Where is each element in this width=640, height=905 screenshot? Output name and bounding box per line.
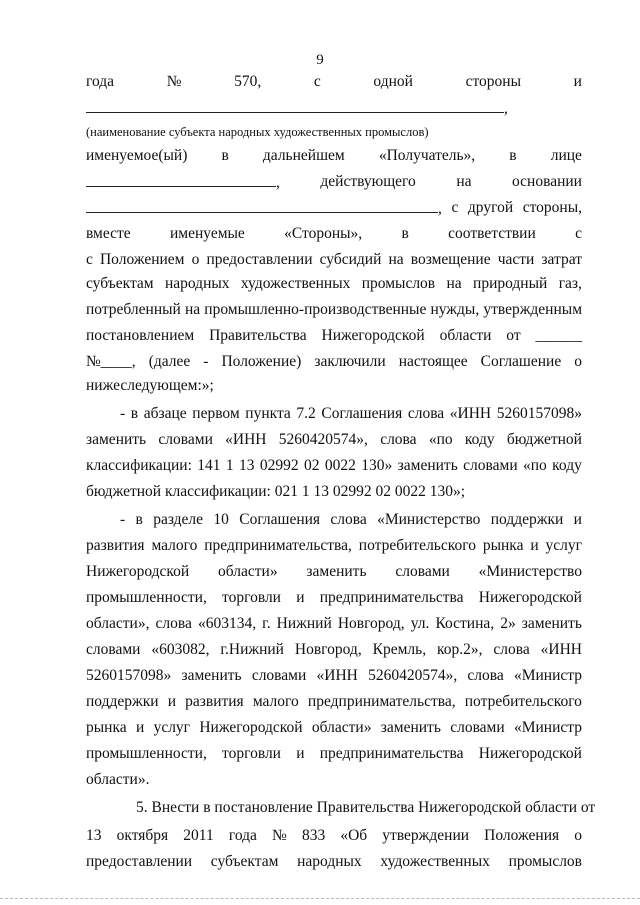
word: «603134, bbox=[197, 615, 257, 632]
word: области bbox=[439, 327, 492, 344]
word: с bbox=[575, 225, 582, 242]
word: художественных bbox=[380, 853, 490, 870]
word: утвержденным bbox=[483, 301, 582, 318]
word: субъектам bbox=[86, 275, 154, 292]
word: с bbox=[313, 73, 321, 90]
word: с bbox=[451, 199, 459, 216]
word: малого bbox=[151, 537, 198, 554]
word: соответствии bbox=[448, 225, 536, 242]
word: Нижегородской bbox=[478, 745, 582, 762]
word: торговли bbox=[222, 589, 281, 606]
word: действующего bbox=[320, 173, 416, 190]
word: предпринимательства, bbox=[307, 693, 456, 710]
word: 0022 bbox=[324, 457, 356, 474]
text-line bbox=[86, 352, 582, 372]
word: промышленности, bbox=[86, 745, 207, 762]
word: части bbox=[497, 251, 535, 268]
text-line bbox=[86, 562, 582, 582]
word: 5260157098» bbox=[86, 667, 172, 684]
word: настоящее bbox=[398, 353, 468, 370]
text-line bbox=[86, 852, 582, 872]
word: в bbox=[509, 147, 517, 164]
word: 5260157098» bbox=[496, 405, 582, 422]
word: «603082, bbox=[151, 641, 210, 658]
word: субъектам bbox=[210, 853, 279, 870]
word: г. bbox=[262, 615, 271, 632]
word: 2» bbox=[500, 615, 516, 632]
word: Положение) bbox=[221, 353, 302, 370]
word: развития bbox=[185, 693, 244, 710]
word: слова bbox=[407, 405, 445, 422]
word: промышленности, bbox=[86, 589, 207, 606]
text-line bbox=[86, 224, 582, 244]
word: возмещение bbox=[410, 251, 491, 268]
word: Нижегородской bbox=[321, 327, 425, 344]
word: 7.2 bbox=[296, 405, 316, 422]
word: о bbox=[574, 353, 582, 370]
word: № bbox=[272, 827, 287, 844]
word: субсидий bbox=[319, 251, 382, 268]
text-line bbox=[86, 536, 582, 556]
word: именуемое(ый) bbox=[86, 147, 188, 164]
text-line bbox=[86, 326, 582, 346]
word: Нижегородской bbox=[86, 563, 190, 580]
fill-in-blank bbox=[86, 98, 508, 119]
word: 833 bbox=[301, 827, 326, 844]
word: рынка bbox=[86, 719, 127, 736]
word: Положения bbox=[484, 827, 560, 844]
word: № bbox=[166, 73, 182, 90]
text-line bbox=[86, 744, 582, 764]
word: «Об bbox=[340, 827, 368, 844]
word: предпринимательства bbox=[319, 589, 464, 606]
word: словами bbox=[450, 719, 505, 736]
word: Положением bbox=[99, 251, 185, 268]
word: потребительского bbox=[464, 693, 582, 710]
text-line bbox=[86, 456, 582, 476]
word: художественных bbox=[240, 275, 351, 292]
word: «ИНН bbox=[449, 405, 492, 422]
word: народных bbox=[164, 275, 230, 292]
word: словами bbox=[86, 641, 141, 658]
word: и bbox=[167, 693, 176, 710]
word: - bbox=[120, 405, 126, 422]
page-bottom-edge bbox=[0, 898, 640, 899]
word: о bbox=[574, 827, 582, 844]
word: 1 bbox=[225, 457, 234, 474]
word: слова bbox=[467, 667, 504, 684]
word: «ИНН bbox=[225, 431, 267, 448]
word: области», bbox=[86, 615, 150, 632]
word: 5260420574», bbox=[368, 667, 458, 684]
word: «Стороны», bbox=[284, 225, 363, 242]
word: словами bbox=[395, 563, 450, 580]
word: малого bbox=[252, 693, 299, 710]
word: абзаце bbox=[143, 405, 187, 422]
word: коду bbox=[552, 457, 582, 474]
word: о bbox=[191, 251, 200, 268]
page-number: 9 bbox=[316, 52, 324, 68]
text-line bbox=[86, 826, 582, 846]
text-line bbox=[86, 274, 582, 294]
word: вместе bbox=[86, 225, 131, 242]
blank-underline bbox=[86, 172, 276, 187]
word: заменить bbox=[306, 563, 367, 580]
text-line bbox=[86, 666, 582, 686]
word: в bbox=[130, 405, 139, 422]
word: 570, bbox=[234, 73, 262, 90]
word: Кремль, bbox=[372, 641, 427, 658]
word: Соглашения bbox=[239, 511, 321, 528]
word: 02992 bbox=[259, 457, 299, 474]
text-line: (наименование субъекта народных художественных промыслов) bbox=[86, 125, 429, 139]
word: «по bbox=[523, 457, 547, 474]
word: именуемые bbox=[170, 225, 245, 242]
word: Нижегородской bbox=[199, 719, 303, 736]
word: поддержки bbox=[86, 693, 159, 710]
word: стороны, bbox=[522, 199, 582, 216]
word: коду bbox=[464, 431, 495, 448]
word: потребительского bbox=[358, 537, 476, 554]
word: и bbox=[135, 719, 145, 736]
blank-tail: , bbox=[438, 200, 442, 217]
word: 130» bbox=[361, 457, 393, 474]
fill-in-blank bbox=[86, 172, 280, 193]
word: Правительства bbox=[209, 327, 307, 344]
word: разделе bbox=[153, 511, 204, 528]
word: 5260420574», bbox=[278, 431, 368, 448]
text-line bbox=[86, 692, 582, 712]
word: природный bbox=[473, 275, 548, 292]
word: предпринимательства, bbox=[204, 537, 352, 554]
word: заменить bbox=[521, 615, 582, 632]
word: Соглашения bbox=[321, 405, 403, 422]
word: - bbox=[120, 511, 126, 528]
word: лице bbox=[550, 147, 582, 164]
blank-underline bbox=[86, 98, 504, 113]
text-line bbox=[86, 718, 582, 738]
word: 13 bbox=[86, 827, 102, 844]
word: и bbox=[530, 537, 539, 554]
text-line bbox=[86, 588, 582, 608]
word: утверждении bbox=[382, 827, 470, 844]
word: основании bbox=[512, 173, 582, 190]
text-line bbox=[86, 198, 582, 219]
word: и bbox=[296, 745, 305, 762]
word: и bbox=[573, 73, 582, 90]
word: на bbox=[184, 301, 201, 318]
word: услуг bbox=[545, 537, 582, 554]
word: «ИНН bbox=[316, 667, 358, 684]
word: заключили bbox=[314, 353, 386, 370]
word: Нижний bbox=[276, 615, 332, 632]
text-line bbox=[86, 72, 582, 92]
text-line: нижеследующем:»; bbox=[86, 377, 214, 394]
word: в bbox=[221, 147, 229, 164]
word: нужды, bbox=[430, 301, 480, 318]
word: 13 bbox=[239, 457, 255, 474]
word: предпринимательства bbox=[319, 745, 464, 762]
word: 2011 bbox=[183, 827, 214, 844]
word: Нижегородской bbox=[478, 589, 582, 606]
word: Соглашение bbox=[480, 353, 562, 370]
word: промыслов bbox=[361, 275, 436, 292]
text-line bbox=[86, 300, 582, 320]
text-line bbox=[86, 640, 582, 660]
blank-tail: , bbox=[504, 100, 508, 117]
word: «по bbox=[428, 431, 453, 448]
word: в bbox=[135, 511, 143, 528]
word: - bbox=[203, 353, 209, 370]
word: на bbox=[388, 251, 404, 268]
word: с bbox=[86, 251, 93, 268]
fill-in-blank bbox=[86, 198, 442, 219]
word: «Министр bbox=[513, 719, 582, 736]
word: №____, bbox=[86, 353, 136, 370]
word: словами bbox=[158, 431, 213, 448]
blank-underline bbox=[86, 198, 438, 213]
word: в bbox=[401, 225, 409, 242]
text-line bbox=[86, 172, 582, 193]
text-line bbox=[120, 404, 582, 424]
word: классификации: bbox=[86, 457, 192, 474]
word: заменить bbox=[397, 457, 458, 474]
word: газ, bbox=[558, 275, 582, 292]
word: заменить bbox=[86, 431, 147, 448]
word: Новгород, bbox=[337, 615, 405, 632]
word: года bbox=[228, 827, 257, 844]
word: стороны bbox=[465, 73, 522, 90]
word: 02 bbox=[304, 457, 320, 474]
word: слова bbox=[380, 431, 417, 448]
text-line bbox=[86, 250, 582, 270]
word: и bbox=[296, 589, 305, 606]
word: октября bbox=[116, 827, 169, 844]
word: Костина, bbox=[435, 615, 495, 632]
word: 10 bbox=[213, 511, 229, 528]
word: 141 bbox=[197, 457, 221, 474]
word: постановлением bbox=[86, 327, 195, 344]
word: (далее bbox=[148, 353, 191, 370]
word: «Министр bbox=[513, 667, 582, 684]
text-line: области». bbox=[86, 771, 150, 788]
word: бюджетной bbox=[506, 431, 582, 448]
word: другой bbox=[467, 199, 514, 216]
word: рынка bbox=[482, 537, 524, 554]
text-line bbox=[86, 98, 582, 119]
word: ______ bbox=[535, 327, 582, 344]
text-line bbox=[120, 510, 582, 530]
text-line: бюджетной классификации: 021 1 13 02992 02 0022 130»; bbox=[86, 483, 466, 500]
word: промышленно-производственные bbox=[204, 301, 427, 318]
word: торговли bbox=[222, 745, 281, 762]
blank-tail: , bbox=[276, 174, 280, 191]
word: предоставлении bbox=[206, 251, 313, 268]
word: поддержки bbox=[490, 511, 564, 528]
word: пункта bbox=[245, 405, 291, 422]
word: Новгород, bbox=[294, 641, 362, 658]
text-line: 5. Внести в постановление Правительства Нижегородской области от bbox=[136, 799, 596, 816]
word: от bbox=[506, 327, 521, 344]
word: г.Нижний bbox=[220, 641, 284, 658]
word: «Получатель», bbox=[378, 147, 476, 164]
word: затрат bbox=[541, 251, 582, 268]
word: на bbox=[446, 275, 462, 292]
word: заменить bbox=[181, 667, 242, 684]
word: слова bbox=[155, 615, 192, 632]
word: промыслов bbox=[508, 853, 582, 870]
word: слова bbox=[493, 641, 530, 658]
text-line bbox=[86, 146, 582, 166]
word: «Министерство bbox=[377, 511, 481, 528]
word: области» bbox=[218, 563, 278, 580]
word: области» bbox=[311, 719, 372, 736]
word: народных bbox=[297, 853, 362, 870]
word: дальнейшем bbox=[262, 147, 345, 164]
word: одной bbox=[373, 73, 413, 90]
text-line bbox=[86, 430, 582, 450]
word: словами bbox=[251, 667, 307, 684]
word: года bbox=[86, 73, 115, 90]
word: развития bbox=[86, 537, 145, 554]
word: на bbox=[456, 173, 472, 190]
word: и bbox=[573, 511, 582, 528]
word: первом bbox=[192, 405, 240, 422]
word: словами bbox=[463, 457, 518, 474]
word: потребленный bbox=[86, 301, 181, 318]
word: слова bbox=[330, 511, 367, 528]
word: заменить bbox=[380, 719, 441, 736]
word: «Министерство bbox=[478, 563, 582, 580]
word: предоставлении bbox=[86, 853, 193, 870]
word: услуг bbox=[153, 719, 191, 736]
text-line bbox=[86, 614, 582, 634]
word: ул. bbox=[410, 615, 430, 632]
word: кор.2», bbox=[436, 641, 483, 658]
word: «ИНН bbox=[540, 641, 582, 658]
